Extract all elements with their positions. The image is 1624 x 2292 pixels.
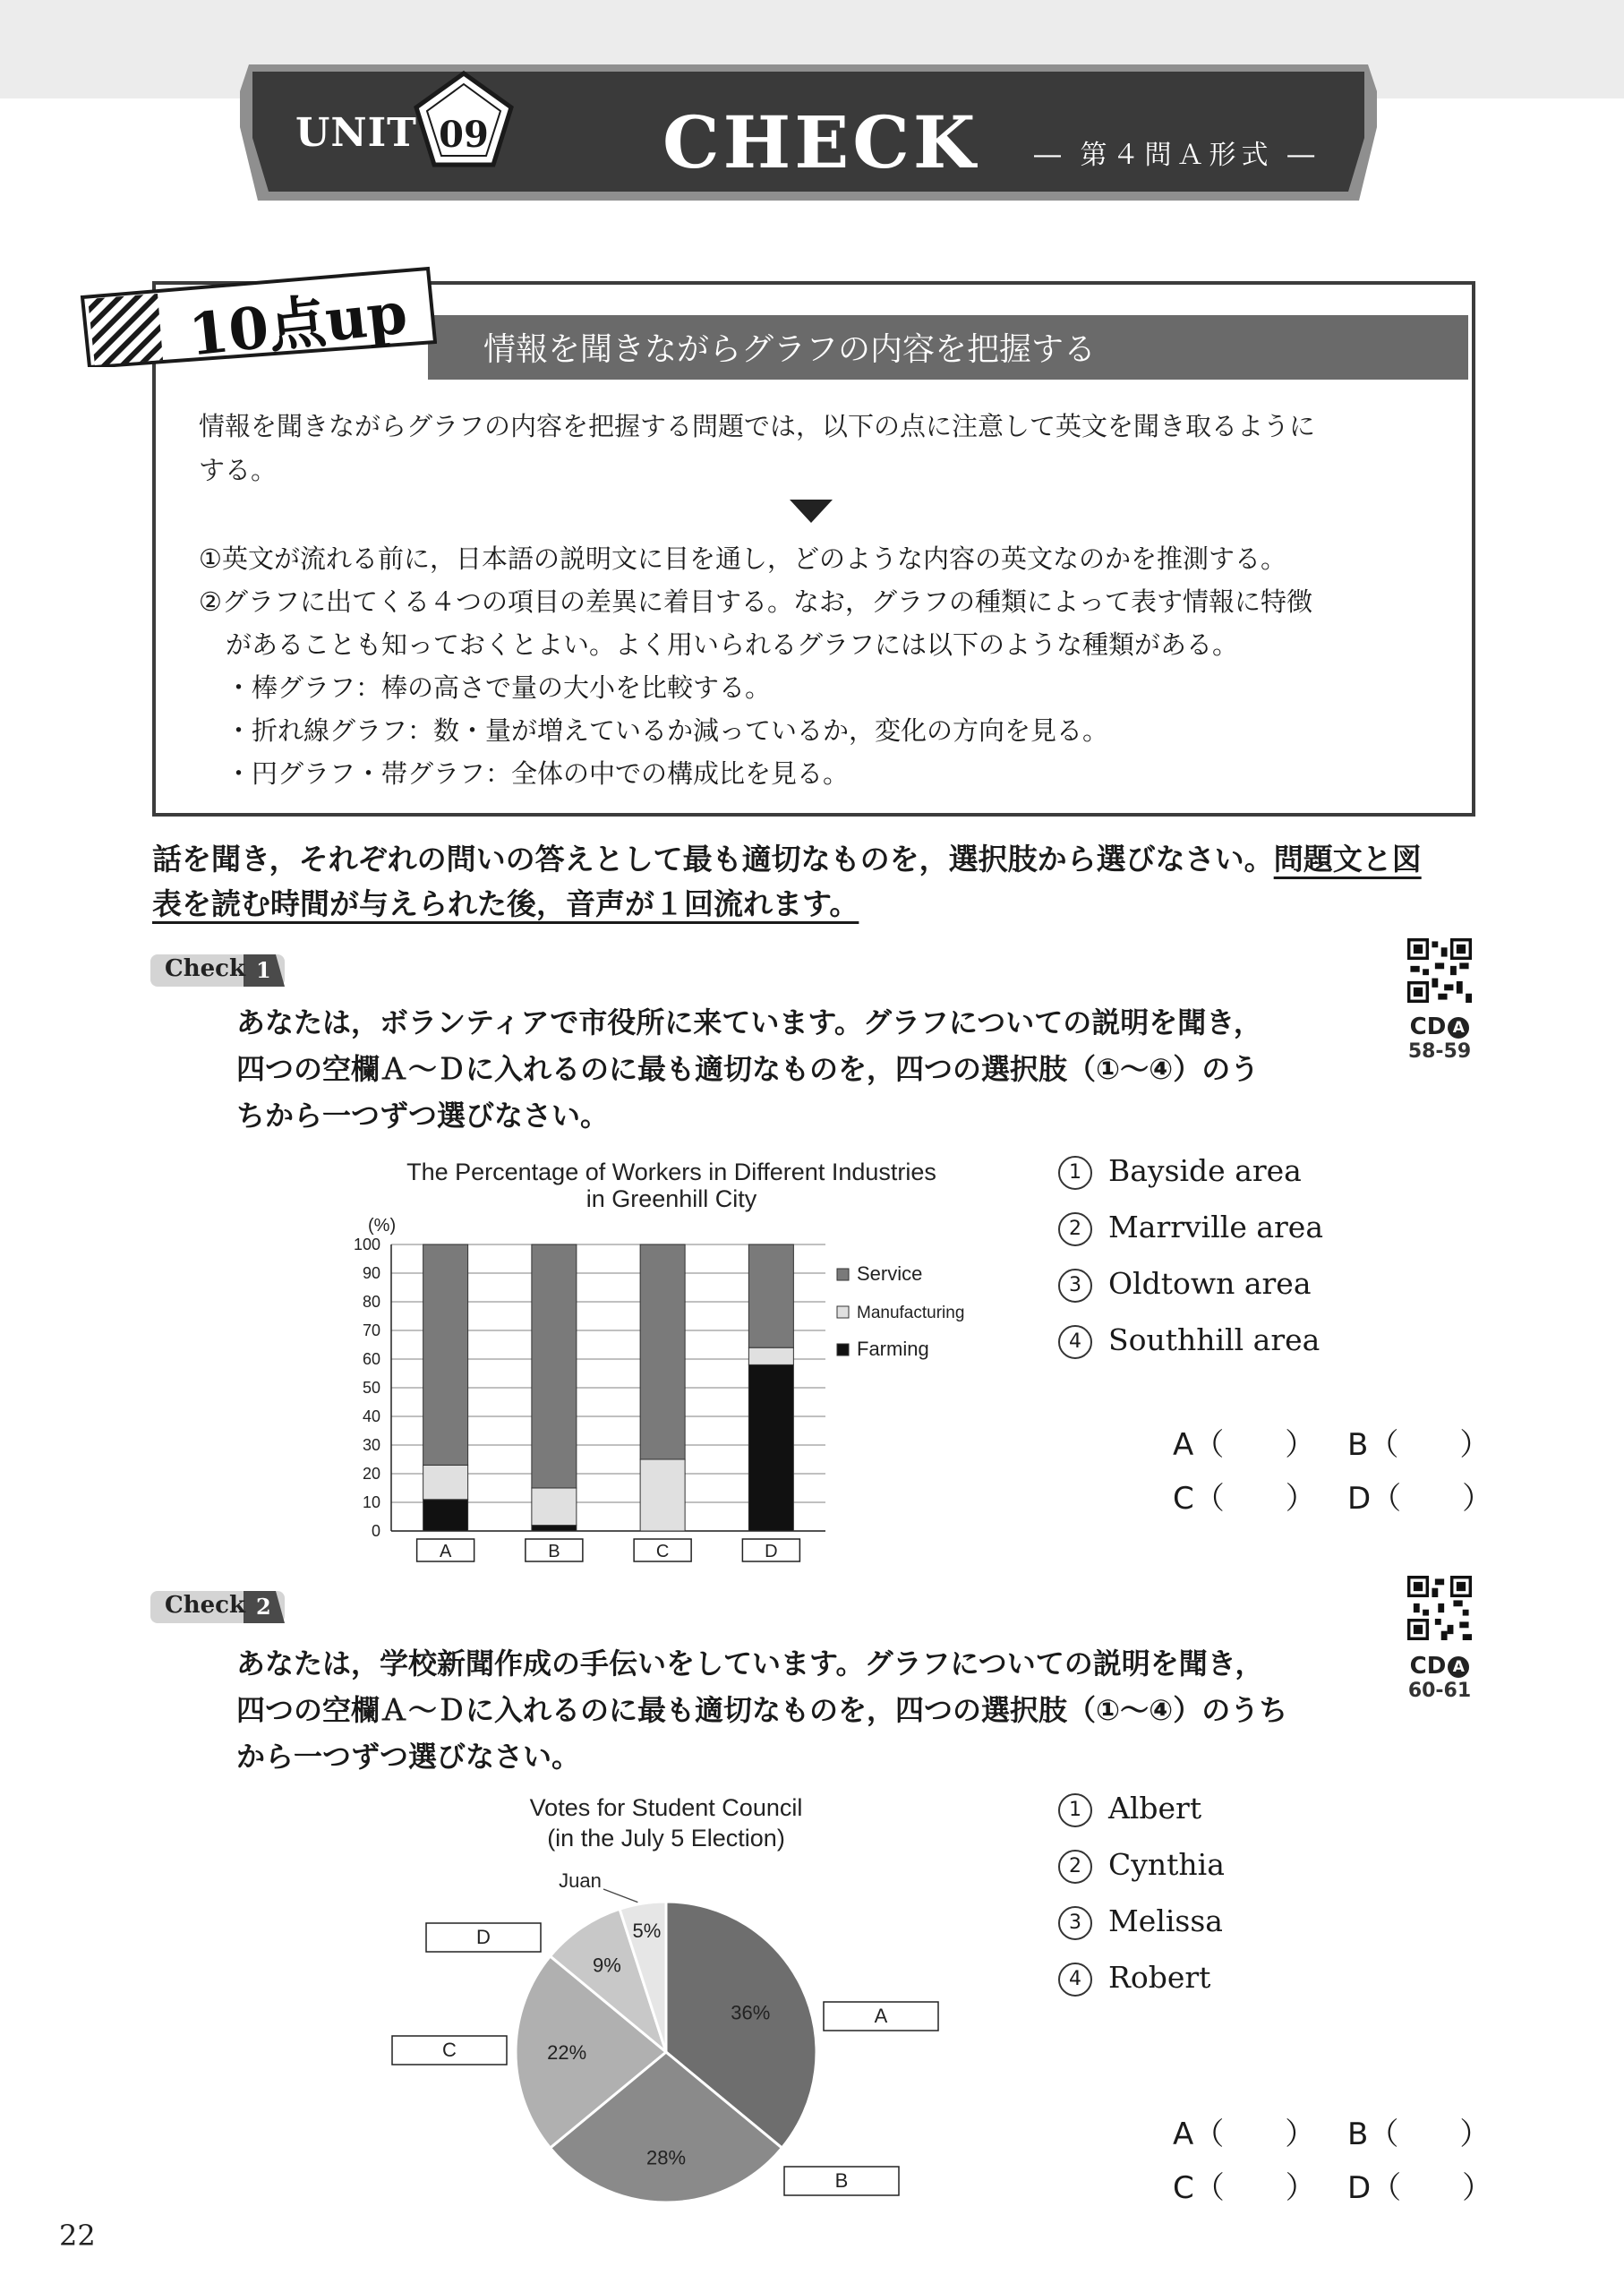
check-2-number: 2	[256, 1594, 271, 1620]
chart-subtitle: (in the July 5 Election)	[547, 1825, 785, 1852]
option-4[interactable]	[1058, 1960, 1225, 1997]
legend-label: Service	[857, 1262, 923, 1285]
unit-number: 09	[439, 114, 489, 156]
y-tick-label: 40	[362, 1407, 380, 1425]
slice-percent-label: 28%	[645, 2146, 687, 2169]
check-1-number: 1	[256, 957, 271, 983]
bar-segment-service	[748, 1244, 793, 1347]
option-3[interactable]	[1058, 1903, 1225, 1940]
answer-a[interactable]: A（ ）	[1173, 1427, 1316, 1463]
cd-1-label	[1395, 1013, 1484, 1040]
legend-swatch	[837, 1306, 849, 1318]
tip-intro-line: 情報を聞きながらグラフの内容を把握する問題では，以下の点に注意して英文を聞き取るように	[199, 411, 1316, 441]
option-text: Oldtown area	[1108, 1266, 1312, 1301]
legend-swatch	[837, 1269, 849, 1280]
tip-point-1: ①英文が流れる前に，日本語の説明文に目を通し，どのような内容の英文なのかを推測する。	[199, 543, 1286, 574]
question-format: ― 第４問Ａ形式 ―	[1034, 140, 1321, 171]
bar-segment-farming	[532, 1526, 577, 1531]
bar-segment-manufacturing	[532, 1488, 577, 1526]
option-text: Melissa	[1108, 1903, 1223, 1938]
option-number: 3	[1058, 1906, 1092, 1940]
question-line: あなたは，ボランティアで市役所に来ています。グラフについての説明を聞き，	[236, 1005, 1262, 1039]
chart-title: Votes for Student Council	[529, 1794, 803, 1821]
chart-title: The Percentage of Workers in Different Industries	[406, 1159, 936, 1185]
y-tick-label: 50	[362, 1379, 380, 1397]
tip-bullet-line: ・折れ線グラフ：数・量が増えているか減っているか，変化の方向を見る。	[226, 715, 1109, 746]
option-text: Albert	[1108, 1791, 1202, 1826]
slice-percent-label: 9%	[593, 1954, 621, 1977]
bar-segment-service	[423, 1244, 468, 1465]
tip-intro	[199, 405, 1434, 492]
option-text: Bayside area	[1108, 1153, 1302, 1188]
slice-label: C	[442, 2039, 457, 2061]
bar-segment-manufacturing	[423, 1465, 468, 1499]
y-tick-label: 0	[371, 1522, 380, 1540]
option-text: Robert	[1108, 1960, 1211, 1995]
slice-percent-label: 5%	[632, 1919, 662, 1942]
qr-code-icon[interactable]	[1407, 1576, 1472, 1640]
slice-percent-label: 22%	[547, 2041, 587, 2064]
y-tick-label: 10	[362, 1493, 380, 1511]
cd-2-label-group	[1395, 1653, 1484, 1702]
option-4[interactable]	[1058, 1322, 1323, 1359]
bar-segment-service	[532, 1244, 577, 1488]
check-2-label: Check	[165, 1592, 245, 1619]
y-tick-label: 60	[362, 1350, 380, 1368]
option-2[interactable]	[1058, 1847, 1225, 1884]
answer-c[interactable]: C（ ）	[1173, 1481, 1316, 1517]
option-number: 4	[1058, 1325, 1092, 1359]
option-1[interactable]	[1058, 1153, 1323, 1190]
score-up-label: 10点up	[185, 279, 411, 370]
check-2-options	[1058, 1791, 1225, 1997]
cd-2-badge: A	[1448, 1656, 1469, 1678]
answer-c[interactable]: C（ ）	[1173, 2170, 1316, 2206]
option-2[interactable]	[1058, 1210, 1323, 1246]
answer-a[interactable]: A（ ）	[1173, 2117, 1316, 2152]
question-line: あなたは，学校新聞作成の手伝いをしています。グラフについての説明を聞き，	[236, 1646, 1264, 1681]
slice-label: Juan	[559, 1869, 602, 1892]
check-1-question	[236, 999, 1262, 1139]
y-tick-label: 90	[362, 1264, 380, 1282]
pie-chart	[376, 1782, 967, 2211]
bar-segment-service	[640, 1244, 685, 1459]
leader-line	[603, 1889, 637, 1903]
cd-1-text: CD	[1409, 1013, 1447, 1040]
unit-label: UNIT	[295, 110, 417, 156]
slice-label: D	[476, 1926, 491, 1948]
option-text: Cynthia	[1108, 1847, 1225, 1882]
option-text: Southhill area	[1108, 1322, 1321, 1357]
legend-swatch	[837, 1344, 849, 1356]
legend-label: Farming	[857, 1338, 929, 1360]
bar-segment-manufacturing	[748, 1347, 793, 1364]
bar-segment-manufacturing	[640, 1459, 685, 1531]
option-number: 1	[1058, 1156, 1092, 1190]
option-1[interactable]	[1058, 1791, 1225, 1827]
category-label: A	[439, 1542, 452, 1561]
instructions-text: 話を聞き，それぞれの問いの答えとして最も適切なものを，選択肢から選びなさい。	[152, 842, 1274, 877]
tip-bullet-pie: ・円グラフ・帯グラフ：全体の中での構成比を見る。	[226, 758, 850, 789]
cd-1-label-group	[1395, 1013, 1484, 1063]
y-tick-label: 20	[362, 1465, 380, 1483]
check-2-question	[236, 1640, 1287, 1780]
answer-b[interactable]: B（ ）	[1347, 1427, 1491, 1463]
slice-label: A	[874, 2005, 888, 2027]
check-1-options	[1058, 1153, 1323, 1359]
cd-2-label	[1395, 1653, 1484, 1680]
cd-1-tracks: 58-59	[1407, 1040, 1472, 1063]
y-axis-label: (%)	[368, 1216, 397, 1236]
slice-label: B	[834, 2169, 849, 2192]
answer-d[interactable]: D（ ）	[1347, 1481, 1493, 1517]
tip-point-2: ②グラフに出てくる４つの項目の差異に着目する。なお，グラフの種類によって表す情報に特徴	[199, 586, 1312, 617]
down-arrow-icon	[790, 500, 833, 523]
option-number: 2	[1058, 1212, 1092, 1246]
question-line: ちから一つずつ選びなさい。	[236, 1099, 610, 1133]
cd-2-text: CD	[1409, 1653, 1447, 1680]
legend-label: Manufacturing	[857, 1304, 965, 1322]
answer-b[interactable]: B（ ）	[1347, 2117, 1491, 2152]
option-text: Marrville area	[1108, 1210, 1323, 1244]
answer-d[interactable]: D（ ）	[1347, 2170, 1493, 2206]
qr-code-icon[interactable]	[1407, 938, 1472, 1003]
cd-2-tracks: 60-61	[1407, 1680, 1472, 1702]
page-number: 22	[59, 2219, 96, 2253]
y-tick-label: 80	[362, 1293, 380, 1311]
bar-chart	[354, 1146, 998, 1571]
y-tick-label: 30	[362, 1436, 380, 1454]
bar-segment-farming	[423, 1500, 468, 1531]
instructions	[152, 837, 1477, 927]
instructions-underlined: 問題文と図	[1273, 842, 1422, 877]
y-tick-label: 100	[354, 1236, 380, 1253]
question-line: 四つの空欄Ａ～Ｄに入れるのに最も適切なものを，四つの選択肢（①～④）のう	[236, 1052, 1260, 1086]
bar-segment-farming	[748, 1364, 793, 1531]
question-line: 四つの空欄Ａ～Ｄに入れるのに最も適切なものを，四つの選択肢（①～④）のうち	[236, 1693, 1288, 1727]
instructions-underlined: 表を読む時間が与えられた後，音声が１回流れます。	[152, 886, 859, 921]
tip-bullet-bar: ・棒グラフ：棒の高さで量の大小を比較する。	[226, 672, 772, 703]
option-3[interactable]	[1058, 1266, 1323, 1303]
slice-percent-label: 36%	[731, 2001, 771, 2024]
check-1-label: Check	[165, 955, 245, 982]
option-number: 4	[1058, 1963, 1092, 1997]
option-number: 1	[1058, 1793, 1092, 1827]
category-label: D	[765, 1542, 778, 1561]
option-number: 3	[1058, 1269, 1092, 1303]
option-number: 2	[1058, 1850, 1092, 1884]
question-line: から一つずつ選びなさい。	[236, 1740, 581, 1774]
cd-1-badge: A	[1448, 1017, 1469, 1039]
category-label: C	[655, 1542, 670, 1561]
page-title: CHECK	[662, 100, 979, 184]
tip-point-2-cont: があることも知っておくとよい。よく用いられるグラフには以下のような種類がある。	[226, 629, 1239, 660]
category-label: B	[548, 1542, 560, 1561]
tip-heading: 情報を聞きながらグラフの内容を把握する	[483, 331, 1097, 368]
chart-subtitle: in Greenhill City	[585, 1185, 757, 1212]
tip-intro-line: する。	[199, 455, 278, 485]
y-tick-label: 70	[362, 1321, 380, 1339]
